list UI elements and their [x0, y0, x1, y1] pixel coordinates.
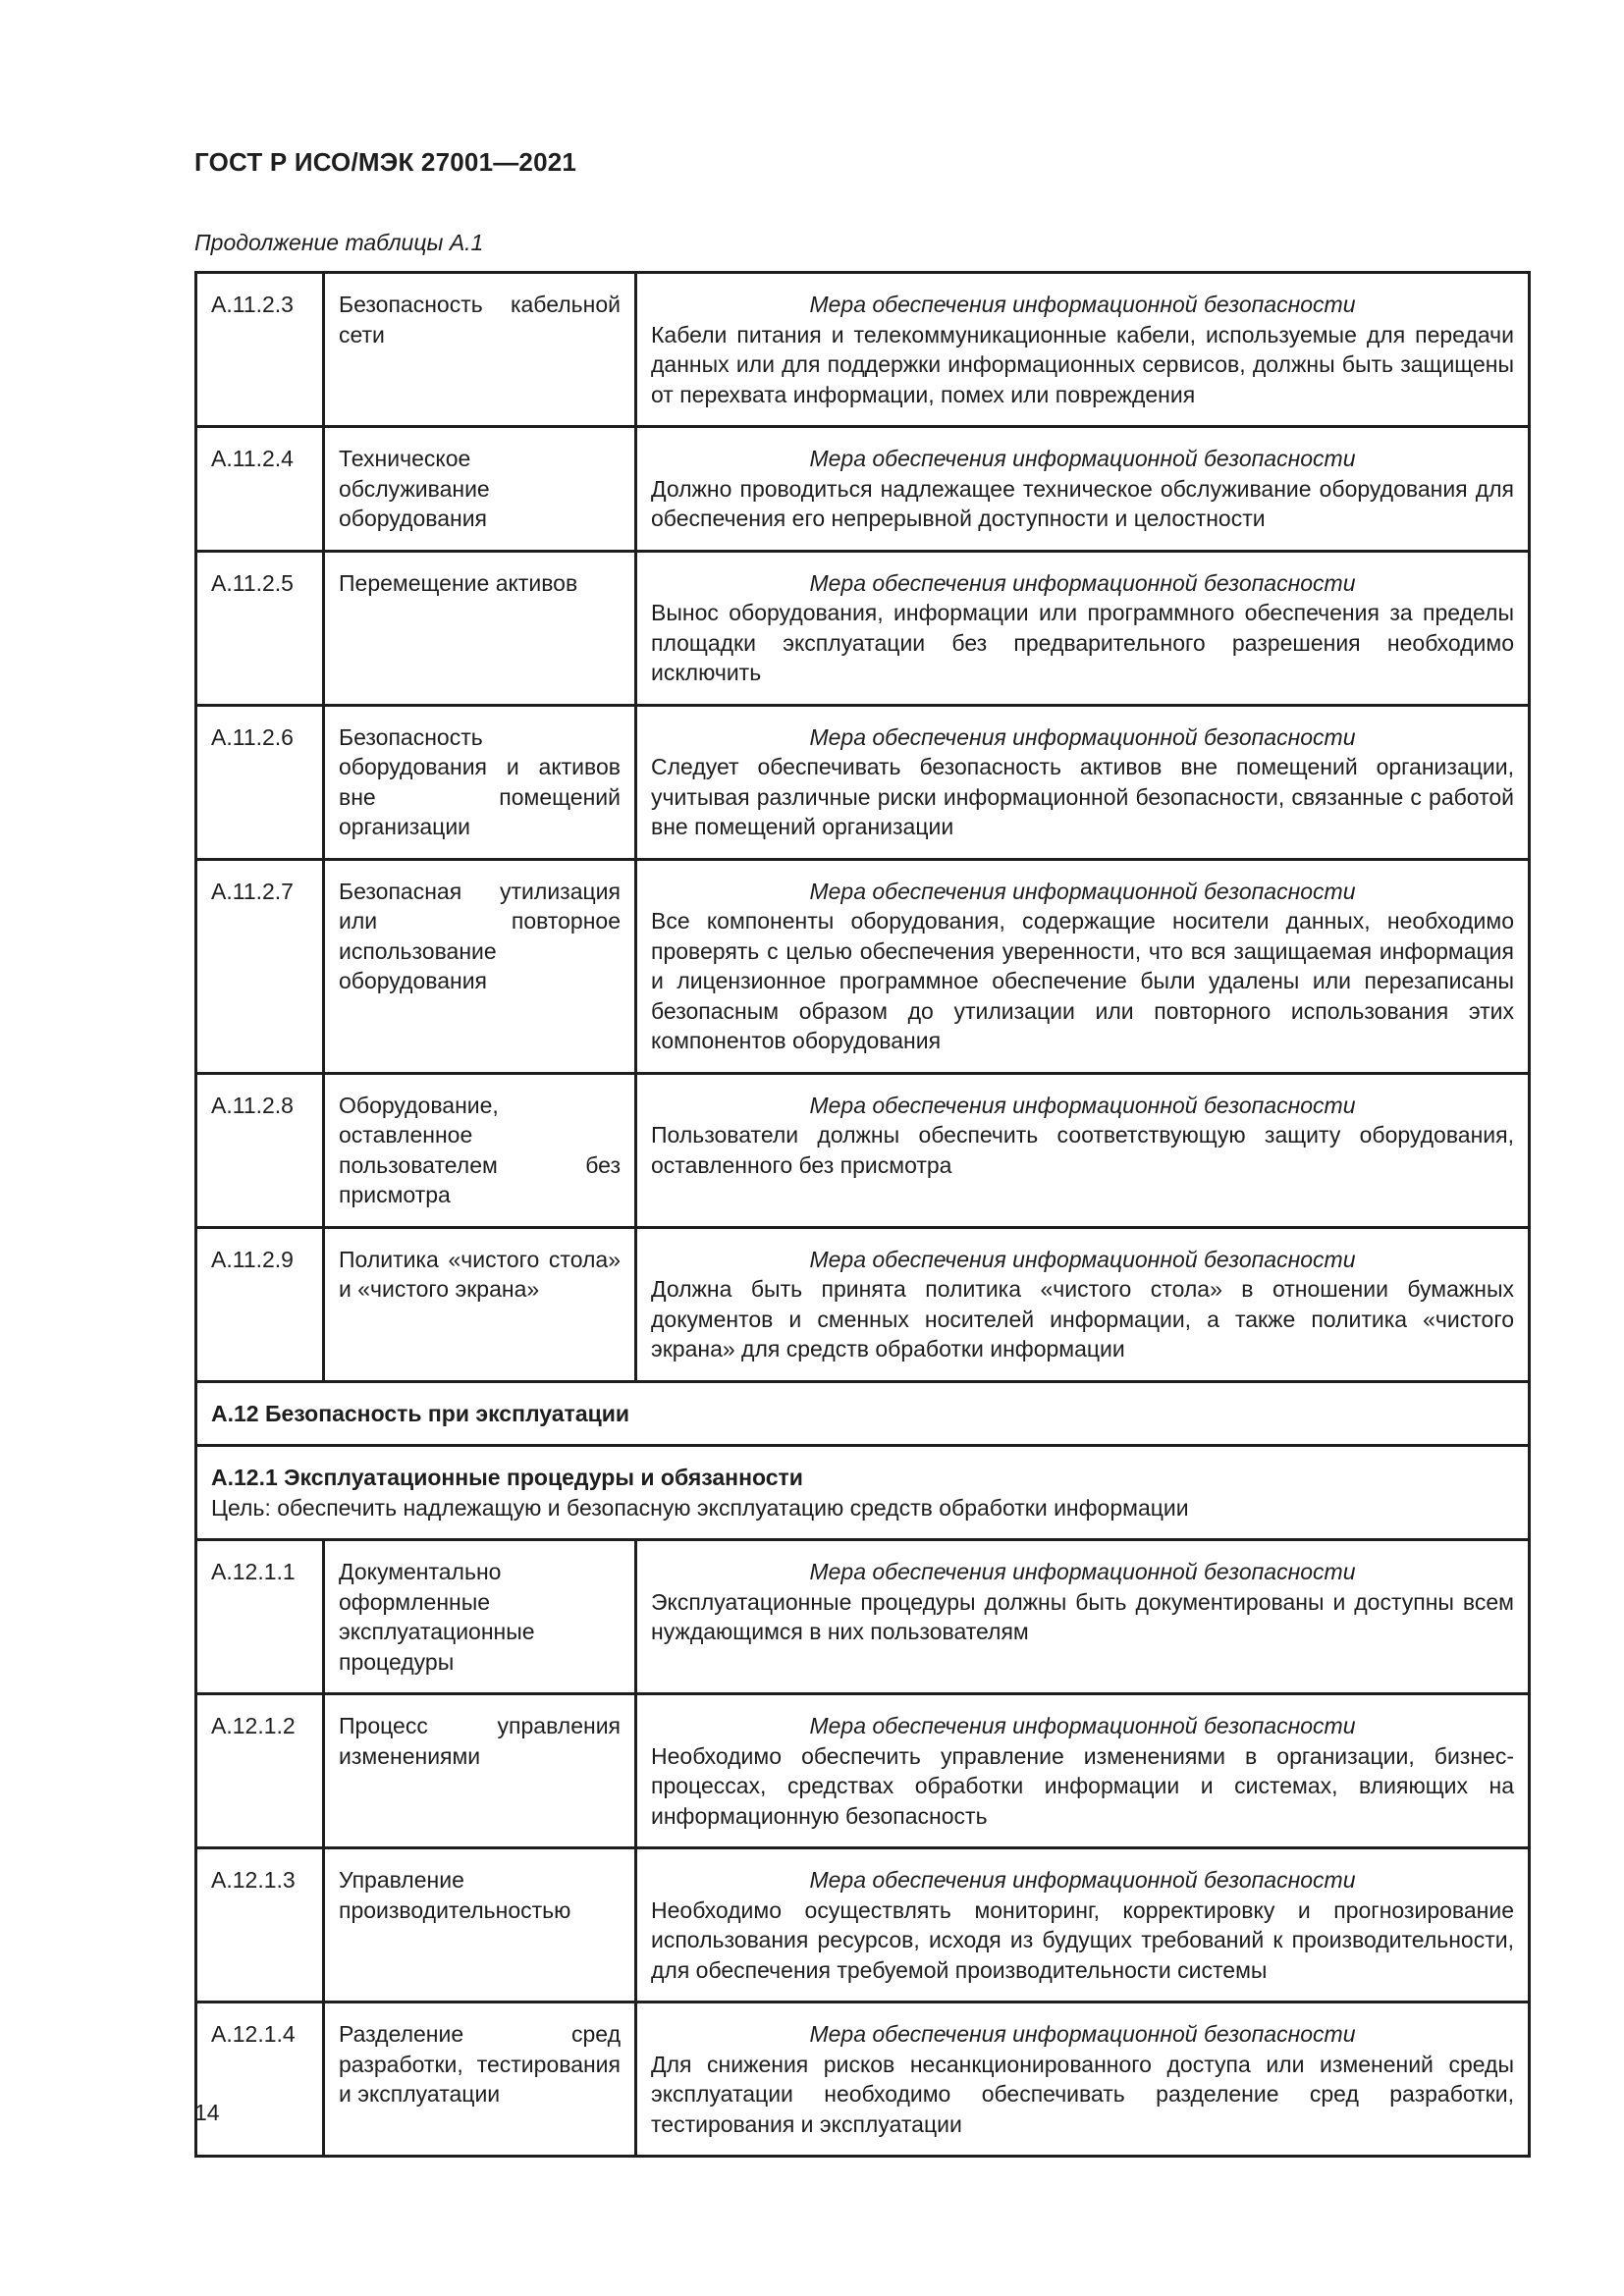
control-name: Процесс управления изменениями — [324, 1694, 636, 1848]
control-text: Должно проводиться надлежащее техническое обслуживание оборудования для обеспечения его непрерывной доступности и целостности — [651, 475, 1514, 531]
control-name: Перемещение активов — [324, 551, 636, 705]
control-code: А.11.2.8 — [196, 1073, 324, 1227]
control-text: Пользователи должны обеспечить соответствующую защиту оборудования, оставленного без присмотра — [651, 1122, 1514, 1178]
measure-heading: Мера обеспечения информационной безопасности — [809, 1867, 1356, 1893]
control-code: А.11.2.3 — [196, 273, 324, 427]
control-name: Документально оформленные эксплуатационные процедуры — [324, 1540, 636, 1694]
measure-heading: Мера обеспечения информационной безопасности — [809, 1246, 1356, 1272]
table-row — [196, 427, 1530, 552]
table-row — [196, 273, 1530, 427]
subsection-goal: Цель: обеспечить надлежащую и безопасную эксплуатацию средств обработки информации — [211, 1494, 1189, 1521]
control-code: А.12.1.2 — [196, 1694, 324, 1848]
section-row — [196, 1381, 1530, 1446]
control-text: Необходимо обеспечить управление изменениями в организации, бизнес-процессах, средствах обработки информации и системах, влияющих на информационную безопасность — [651, 1742, 1514, 1829]
measure-heading: Мера обеспечения информационной безопасности — [809, 723, 1356, 750]
table-row — [196, 1227, 1530, 1381]
control-code: А.12.1.4 — [196, 2002, 324, 2157]
document-header: ГОСТ Р ИСО/МЭК 27001—2021 — [194, 147, 577, 177]
table-row — [196, 1694, 1530, 1848]
control-description — [636, 1227, 1530, 1381]
control-text: Для снижения рисков несанкционированного доступа или изменений среды эксплуатации необходимо обеспечивать разделение сред разработки, тестирования и эксплуатации — [651, 2051, 1514, 2137]
control-text: Должна быть принята политика «чистого стола» в отношении бумажных документов и сменных носителей информации, а также политика «чистого экрана» для средств обработки информации — [651, 1276, 1514, 1362]
control-name: Разделение сред разработки, тестирования и эксплуатации — [324, 2002, 636, 2157]
control-name: Безопасная утилизация или повторное использование оборудования — [324, 859, 636, 1073]
control-name: Политика «чистого стола» и «чистого экрана» — [324, 1227, 636, 1381]
control-description — [636, 273, 1530, 427]
control-code: А.11.2.9 — [196, 1227, 324, 1381]
controls-table — [194, 271, 1531, 2158]
control-name: Оборудование, оставленное пользователем без присмотра — [324, 1073, 636, 1227]
control-name: Управление производительностью — [324, 1848, 636, 2002]
control-code: А.12.1.1 — [196, 1540, 324, 1694]
control-name: Техническое обслуживание оборудования — [324, 427, 636, 552]
control-code: А.11.2.4 — [196, 427, 324, 552]
measure-heading: Мера обеспечения информационной безопасности — [809, 1713, 1356, 1738]
control-description — [636, 551, 1530, 705]
control-name: Безопасность кабельной сети — [324, 273, 636, 427]
control-code: А.12.1.3 — [196, 1848, 324, 2002]
control-text: Все компоненты оборудования, содержащие носители данных, необходимо проверять с целью обеспечения уверенности, что вся защищаемая информация и лицензионное программное обеспечение были удалены или перезаписаны безопасным образом до утилизации или повторного использования этих компонентов оборудования — [651, 908, 1514, 1053]
control-text: Следует обеспечивать безопасность активов вне помещений организации, учитывая различные риски информационной безопасности, связанные с работой вне помещений организации — [651, 754, 1514, 839]
control-name: Безопасность оборудования и активов вне помещений организации — [324, 705, 636, 859]
table-row — [196, 1073, 1530, 1227]
control-text: Кабели питания и телекоммуникационные кабели, используемые для передачи данных или для поддержки информационных сервисов, должны быть защищены от перехвата информации, помех или повреждения — [651, 321, 1514, 407]
table-row — [196, 705, 1530, 859]
measure-heading: Мера обеспечения информационной безопасности — [809, 292, 1356, 317]
table-row — [196, 859, 1530, 1073]
section-heading: А.12 Безопасность при эксплуатации — [196, 1381, 1530, 1446]
table-row — [196, 1540, 1530, 1694]
page-number: 14 — [194, 2100, 220, 2125]
measure-heading: Мера обеспечения информационной безопасности — [809, 1092, 1356, 1118]
control-text: Эксплуатационные процедуры должны быть документированы и доступны всем нуждающимся в них пользователям — [651, 1588, 1514, 1644]
control-description — [636, 1694, 1530, 1848]
control-code: А.11.2.6 — [196, 705, 324, 859]
measure-heading: Мера обеспечения информационной безопасности — [809, 2021, 1356, 2047]
measure-heading: Мера обеспечения информационной безопасности — [809, 1559, 1356, 1584]
subsection-cell — [196, 1446, 1530, 1540]
control-description — [636, 705, 1530, 859]
control-text: Необходимо осуществлять мониторинг, корректировку и прогнозирование использования ресурсов, исходя из будущих требований к производительности, для обеспечения требуемой производительности системы — [651, 1896, 1514, 1983]
control-code: А.11.2.7 — [196, 859, 324, 1073]
subsection-row — [196, 1446, 1530, 1540]
control-description — [636, 1073, 1530, 1227]
subsection-heading: А.12.1 Эксплуатационные процедуры и обязанности — [211, 1465, 803, 1490]
table-caption: Продолжение таблицы А.1 — [194, 230, 484, 255]
table-row — [196, 1848, 1530, 2002]
measure-heading: Мера обеспечения информационной безопасности — [809, 446, 1356, 471]
table-row — [196, 551, 1530, 705]
control-description — [636, 427, 1530, 552]
control-description — [636, 2002, 1530, 2157]
control-description — [636, 1848, 1530, 2002]
measure-heading: Мера обеспечения информационной безопасности — [809, 569, 1356, 596]
control-description — [636, 859, 1530, 1073]
table-row — [196, 2002, 1530, 2157]
measure-heading: Мера обеспечения информационной безопасности — [809, 878, 1356, 904]
control-code: А.11.2.5 — [196, 551, 324, 705]
control-description — [636, 1540, 1530, 1694]
control-text: Вынос оборудования, информации или программного обеспечения за пределы площадки эксплуатации без предварительного разрешения необходимо исключить — [651, 600, 1514, 685]
